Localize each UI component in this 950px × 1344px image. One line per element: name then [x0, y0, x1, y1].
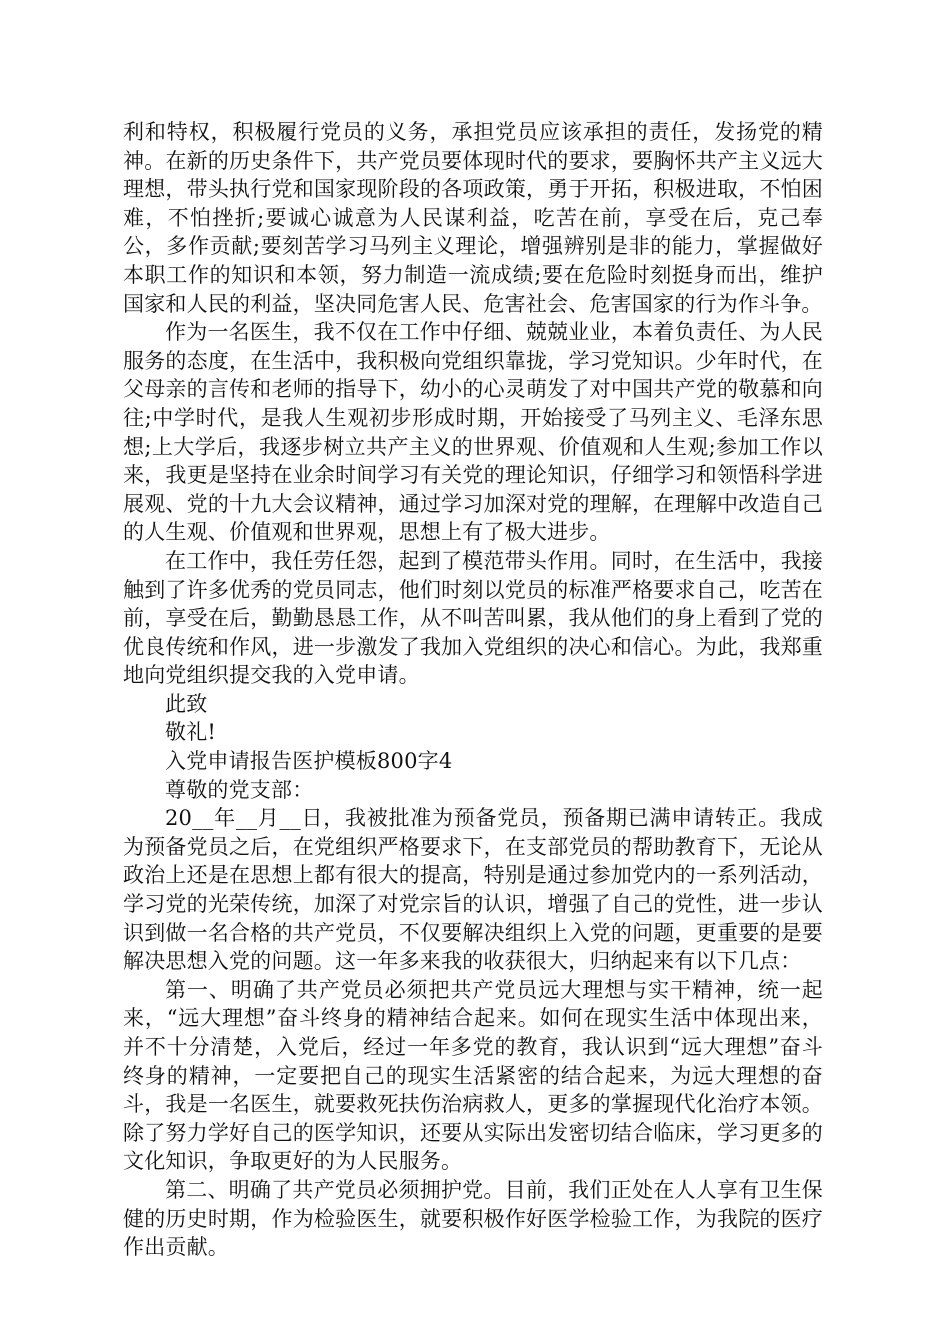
paragraph-3: 在工作中，我任劳任怨，起到了模范带头作用。同时，在生活中，我接触到了许多优秀的党员同志，他们时刻以党员的标准严格要求自己，吃苦在前，享受在后，勤勤恳恳工作，从不叫苦叫累，我从他们的身上看到了党的优良传统和作风，进一步激发了我加入党组织的决心和信心。为此，我郑重地向党组织提交我的入党申请。 [123, 548, 823, 688]
closing-salutation: 此致 [165, 691, 208, 716]
paragraph-1: 利和特权，积极履行党员的义务，承担党员应该承担的责任，发扬党的精神。在新的历史条件下，共产党员要体现时代的要求，要胸怀共产主义远大理想，带头执行党和国家现阶段的各项政策，勇于开拓，积极进取，不怕困难，不怕挫折;要诚心诚意为人民谋利益，吃苦在前，享受在后，克己奉公，多作贡献;要刻苦学习马列主义理论，增强辨别是非的能力，掌握做好本职工作的知识和本领，努力制造一流成绩;要在危险时刻挺身而出，维护国家和人民的利益，坚决同危害人民、危害社会、危害国家的行为作斗争。 [123, 120, 823, 316]
paragraph-4: 20__年__月__日，我被批准为预备党员，预备期已满申请转正。我成为预备党员之后，在党组织严格要求下，在支部党员的帮助教育下，无论从政治上还是在思想上都有很大的提高，特别是通过参加党内的一系列活动，学习党的光荣传统，加深了对党宗旨的认识，增强了自己的党性，进一步认识到做一名合格的共产党员，不仅要解决组织上入党的问题，更重要的是要解决思想入党的问题。这一年多来我的收获很大，归纳起来有以下几点： [123, 806, 823, 974]
paragraph-6: 第二、明确了共产党员必须拥护党。目前，我们正处在人人享有卫生保健的历史时期，作为检验医生，就要积极作好医学检验工作，为我院的医疗作出贡献。 [123, 1177, 823, 1260]
closing-regards: 敬礼! [165, 720, 217, 745]
paragraph-2: 作为一名医生，我不仅在工作中仔细、兢兢业业，本着负责任、为人民服务的态度，在生活中，我积极向党组织靠拢，学习党知识。少年时代，在父母亲的言传和老师的指导下，幼小的心灵萌发了对中国共产党的敬慕和向往;中学时代，是我人生观初步形成时期，开始接受了马列主义、毛泽东思想;上大学后，我逐步树立共产主义的世界观、价值观和人生观;参加工作以来，我更是坚持在业余时间学习有关党的理论知识，仔细学习和领悟科学进展观、党的十九大会议精神，通过学习加深对党的理解，在理解中改造自己的人生观、价值观和世界观，思想上有了极大进步。 [123, 320, 823, 545]
document-page [123, 118, 823, 1262]
paragraph-5: 第一、明确了共产党员必须把共产党员远大理想与实干精神，统一起来，“远大理想”奋斗终身的精神结合起来。如何在现实生活中体现出来，并不十分清楚，入党后，经过一年多党的教育，我认识到“远大理想”奋斗终身的精神，一定要把自己的现实生活紧密的结合起来，为远大理想的奋斗，我是一名医生，就要救死扶伤治病救人，更多的掌握现代化治疗本领。除了努力学好自己的医学知识，还要从实际出发密切结合临床，学习更多的文化知识，争取更好的为人民服务。 [123, 977, 823, 1174]
letter-greeting: 尊敬的党支部： [165, 777, 314, 802]
section-title: 入党申请报告医护模板800字4 [165, 749, 453, 774]
